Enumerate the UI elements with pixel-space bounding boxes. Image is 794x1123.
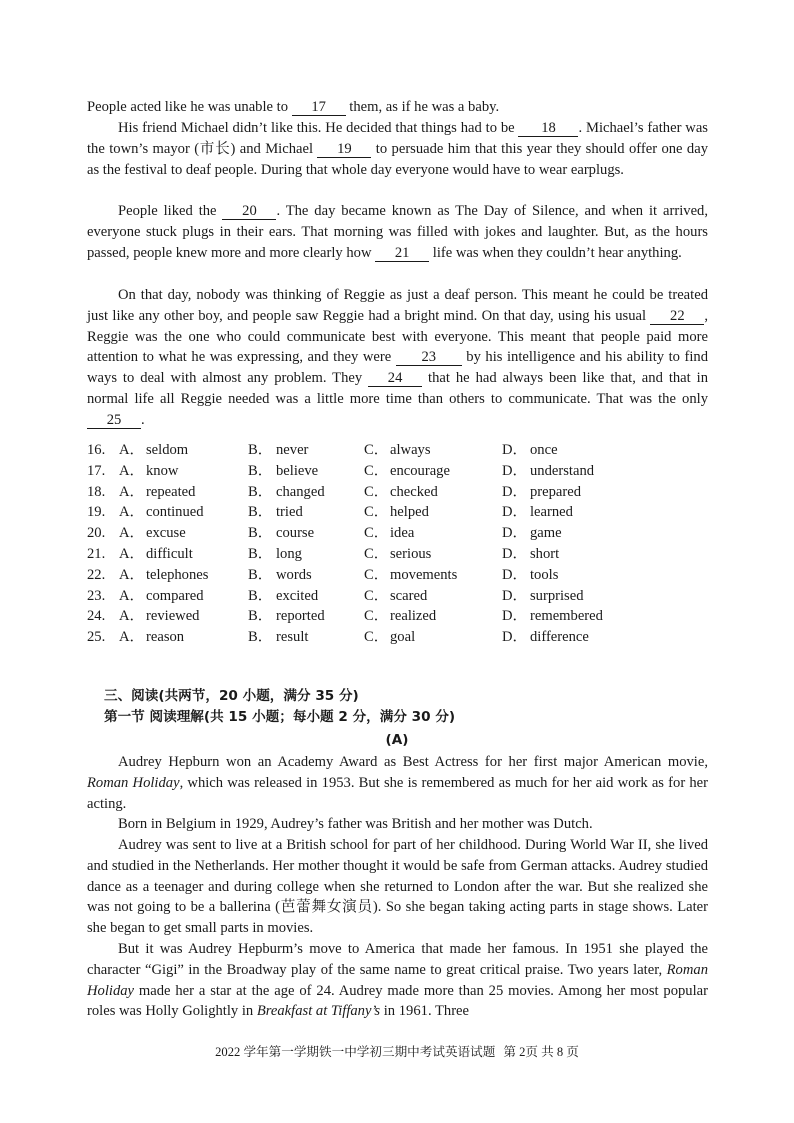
question-number: 21. [87, 545, 106, 562]
option-letter: B． [248, 483, 273, 500]
option-text: encourage [390, 462, 450, 479]
option-letter: B． [248, 442, 273, 458]
option-letter: C． [364, 545, 389, 562]
reading-paragraph-4 [87, 939, 708, 1022]
cloze-paragraph-3 [87, 201, 708, 263]
option-text: telephones [146, 566, 209, 583]
option-letter: B． [248, 504, 273, 521]
option-letter: A． [119, 566, 145, 583]
option-row [87, 440, 727, 461]
option-letter: B． [248, 462, 273, 479]
text: that he had always been like that, and that in normal life all Reggie needed was a little more time than others to communicate. That was the only [87, 370, 708, 407]
option-letter: D． [502, 587, 528, 604]
text: to persuade him that this year they should offer one day as the festival to deaf people. During that whole day everyone would have to wear earplugs. [87, 140, 708, 178]
option-text: continued [146, 504, 204, 521]
blank-23: 23 [396, 349, 462, 366]
blank-20: 20 [222, 203, 276, 220]
option-letter: B． [248, 629, 273, 646]
option-text: changed [276, 483, 325, 500]
option-letter: D． [502, 483, 528, 500]
reading-paragraph-2: Born in Belgium in 1929, Audrey’s father was British and her mother was Dutch. [118, 816, 593, 832]
option-text: idea [390, 525, 415, 542]
option-text: surprised [530, 587, 584, 604]
option-letter: C． [364, 629, 389, 646]
blank-24: 24 [368, 370, 422, 387]
text: by his intelligence and his ability to find ways to deal with almost any problem. They [87, 349, 708, 387]
text: , Reggie was the one who could communicate best with everyone. This meant that people paid more attention to what he was expressing, and they were [87, 307, 708, 366]
option-text: movements [390, 566, 458, 583]
passage-label: (A) [385, 732, 409, 748]
text: . [141, 411, 145, 428]
option-text: repeated [146, 483, 196, 500]
blank-19: 19 [317, 141, 371, 158]
option-letter: A． [119, 525, 145, 542]
option-row [87, 544, 727, 565]
option-text: difficult [146, 545, 193, 562]
option-letter: D． [502, 525, 528, 542]
question-number: 22. [87, 566, 106, 583]
text: life was when they couldn’t hear anything. [429, 244, 682, 261]
option-text: helped [390, 504, 429, 521]
movie-title: Breakfast at Tiffany’s [256, 1003, 381, 1020]
option-text: seldom [146, 442, 189, 458]
cloze-paragraph-2 [87, 118, 708, 180]
option-text: words [276, 566, 312, 583]
option-text: excited [276, 587, 319, 604]
option-letter: C． [364, 525, 389, 542]
option-text: reviewed [146, 608, 200, 625]
option-letter: A． [119, 483, 145, 500]
option-letter: D． [502, 442, 528, 458]
options-list [87, 440, 727, 648]
option-letter: A． [119, 504, 145, 521]
text: His friend Michael didn’t like this. He decided that things had to be [118, 120, 519, 136]
option-row [87, 482, 727, 503]
text: People acted like he was unable to [87, 99, 292, 115]
option-text: short [530, 545, 560, 562]
blank-22: 22 [650, 308, 704, 325]
text: . The day became known as The Day of Silence, and when it arrived, everyone stuck plugs in their ears. That morning was filled with jokes and laughter. But, as the hours passed, people knew more and more clearly how [87, 203, 708, 261]
option-letter: D． [502, 545, 528, 562]
question-number: 20. [87, 525, 106, 542]
option-row [87, 586, 727, 607]
option-text: understand [530, 462, 595, 479]
option-text: once [530, 442, 558, 458]
option-letter: D． [502, 566, 528, 583]
option-row [87, 461, 727, 482]
option-letter: B． [248, 566, 273, 583]
option-row [87, 606, 727, 627]
option-text: reason [146, 629, 185, 646]
option-letter: A． [119, 442, 145, 458]
question-number: 23. [87, 587, 106, 604]
text: , which was released in 1953. But she is remembered as much for her aid work as for her acting. [87, 774, 708, 812]
option-text: scared [390, 587, 428, 604]
question-number: 18. [87, 483, 106, 500]
option-row [87, 565, 727, 586]
reading-paragraph-1 [87, 752, 708, 814]
option-letter: A． [119, 462, 145, 479]
option-letter: B． [248, 587, 273, 604]
option-letter: A． [119, 587, 145, 604]
option-text: difference [530, 629, 589, 646]
option-letter: C． [364, 462, 389, 479]
movie-title: Roman Holiday [87, 961, 708, 999]
option-text: never [276, 442, 309, 458]
text: made her a star at the age of 24. Audrey made more than 25 movies. Among her most popular roles was Holly Golightly in [87, 982, 708, 1020]
option-text: reported [276, 608, 325, 625]
blank-17: 17 [292, 99, 346, 116]
option-letter: B． [248, 525, 273, 542]
text: . Michael’s father was the town’s mayor (市长) and Michael [87, 120, 708, 157]
text: Audrey Hepburn won an Academy Award as Best Actress for her first major American movie, [118, 754, 708, 770]
option-letter: A． [119, 545, 145, 562]
option-letter: A． [119, 629, 145, 646]
option-letter: C． [364, 566, 389, 583]
option-letter: D． [502, 504, 528, 521]
option-text: tools [530, 566, 559, 583]
option-text: checked [390, 483, 438, 500]
option-letter: D． [502, 629, 528, 646]
text: them, as if he was a baby. [345, 99, 500, 115]
option-letter: C． [364, 608, 389, 625]
option-text: goal [390, 629, 416, 646]
option-letter: C． [364, 587, 389, 604]
footer-page-number: 第 2页 共 8 页 [503, 1045, 579, 1059]
option-letter: C． [364, 442, 389, 458]
option-letter: A． [119, 608, 145, 625]
option-text: tried [276, 504, 303, 521]
question-number: 19. [87, 504, 106, 521]
movie-title: Roman Holiday [87, 774, 180, 791]
option-letter: D． [502, 608, 528, 625]
blank-18: 18 [518, 120, 578, 137]
text: People liked the [118, 203, 223, 219]
question-number: 25. [87, 629, 106, 646]
cloze-paragraph-1 [87, 97, 708, 118]
option-text: know [146, 462, 179, 479]
option-letter: B． [248, 608, 273, 625]
text: in 1961. Three [380, 1003, 470, 1020]
reading-paragraph-3: Audrey was sent to live at a British school for part of her childhood. During World War II, she lived and studied in the Netherlands. Her mother thought it would be safe from German attacks. Audrey studied dance as a teenager and during college when she returned to London after the war. But she realized she was not going to be a ballerina (芭蕾舞女演员). So she began taking acting parts in stage shows. Later she began to get small parts in movies. [87, 837, 708, 937]
text: On that day, nobody was thinking of Reggie as just a deaf person. This meant he could be treated just like any other boy, and people saw Reggie had a bright mind. On that day, using his usual [87, 287, 708, 324]
option-row [87, 502, 727, 523]
question-number: 17. [87, 462, 106, 479]
section-subtitle: 第一节 阅读理解(共 15 小题；每小题 2 分，满分 30 分) [104, 709, 456, 725]
option-text: prepared [530, 483, 582, 500]
option-text: result [276, 629, 309, 646]
section-title: 三、阅读(共两节，20 小题，满分 35 分) [104, 688, 359, 704]
option-text: always [390, 442, 431, 458]
footer-title: 2022 学年第一学期铁一中学初三期中考试英语试题 [215, 1045, 496, 1059]
text: But it was Audrey Hepburm’s move to America that made her famous. In 1951 she played the character “Gigi” in the Broadway play of the same name to great critical praise. Two years later, [87, 941, 708, 978]
option-text: realized [390, 608, 437, 625]
option-text: course [276, 525, 315, 542]
option-letter: D． [502, 462, 528, 479]
cloze-paragraph-4 [87, 285, 708, 431]
option-text: serious [390, 545, 432, 562]
option-text: long [276, 545, 302, 562]
option-letter: C． [364, 483, 389, 500]
option-row [87, 523, 727, 544]
blank-21: 21 [375, 245, 429, 262]
option-letter: B． [248, 545, 273, 562]
option-text: compared [146, 587, 204, 604]
option-text: remembered [530, 608, 603, 625]
option-row [87, 627, 727, 648]
option-text: excuse [146, 525, 186, 542]
question-number: 24. [87, 608, 106, 625]
page-footer [0, 1041, 794, 1060]
option-text: believe [276, 462, 319, 479]
blank-25: 25 [87, 412, 141, 429]
question-number: 16. [87, 442, 106, 458]
option-text: learned [530, 504, 573, 521]
option-letter: C． [364, 504, 389, 521]
option-text: game [530, 525, 562, 542]
